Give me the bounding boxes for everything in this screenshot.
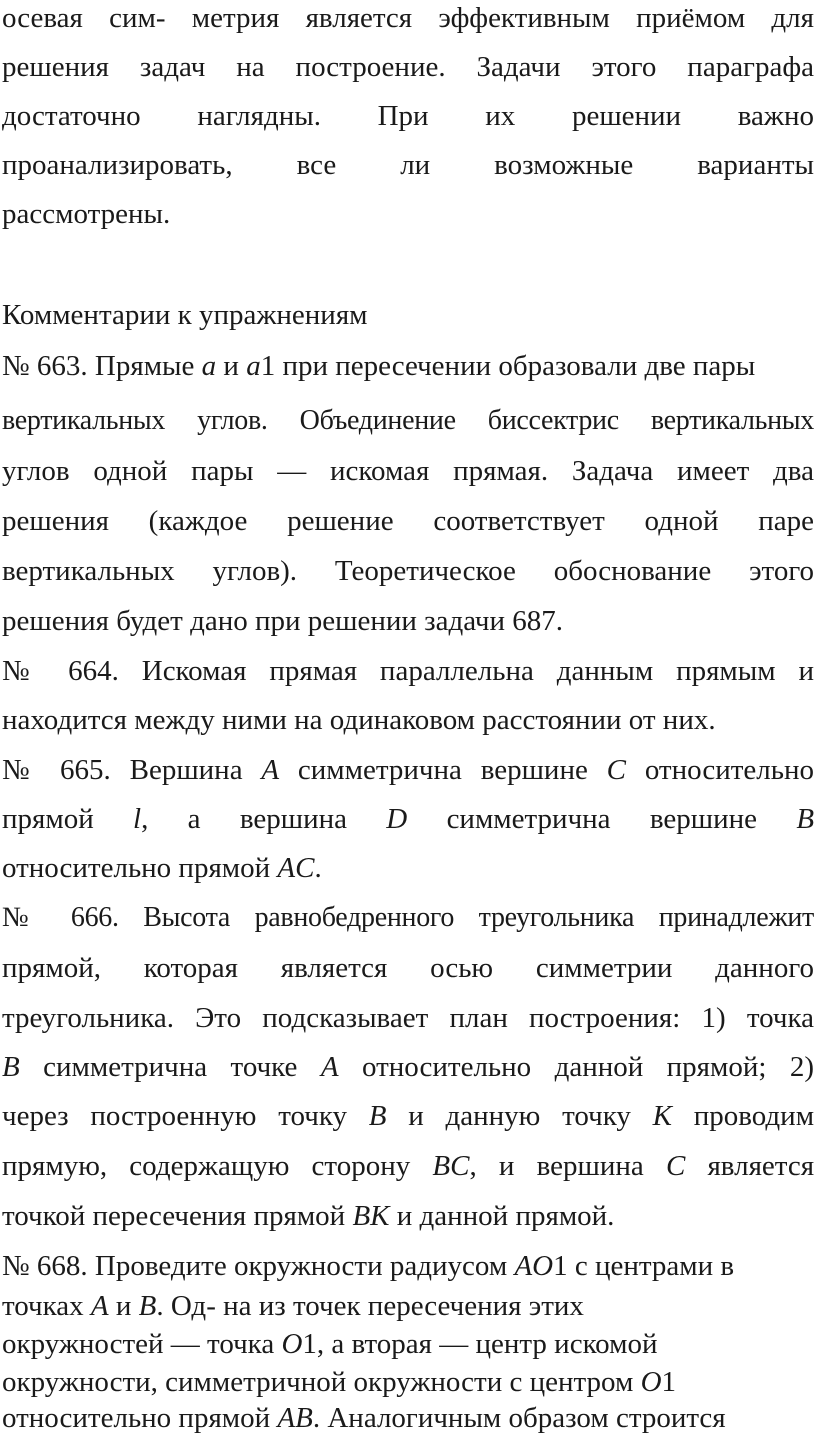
ex666-line-4: B симметрична точке A относительно данной прямой; 2) [2,1051,815,1083]
ex663-line-3: углов одной пары — искомая прямая. Задача имеет два [2,455,814,487]
section-heading: Комментарии к упражнениям [2,299,368,331]
intro-line-1: осевая сим- метрия является эффективным приёмом для [2,2,814,34]
ex668-line-5: относительно прямой AB. Аналогичным образом строится [2,1402,726,1434]
ex668-line-2: точках A и B. Од- на из точек пересечения этих [2,1290,584,1322]
intro-line-4: проанализировать, все ли возможные варианты [2,149,814,181]
ex665-line-2: прямой l, а вершина D симметрична вершине B [2,803,815,835]
ex663-line-6: решения будет дано при решении задачи 687. [2,605,564,637]
ex665-line-1: № 665. Вершина A симметрична вершине C относительно [2,754,814,786]
ex666-line-5: через построенную точку B и данную точку K проводим [2,1100,815,1132]
ex663-line-4: решения (каждое решение соответствует одной паре [2,505,814,537]
ex668-line-3: окружностей — точка O1, а вторая — центр искомой [2,1328,658,1360]
ex663-line-2: вертикальных углов. Объединение биссектрис вертикальных [2,405,814,436]
intro-line-3: достаточно наглядны. При их решении важно [2,100,814,132]
intro-line-5: рассмотрены. [2,198,171,230]
ex663-line-5: вертикальных углов). Теоретическое обоснование этого [2,555,814,587]
ex668-line-1: № 668. Проведите окружности радиусом AO1 с центрами в [2,1250,735,1282]
ex665-line-3: относительно прямой AC. [2,852,322,884]
ex663-line-1: № 663. Прямые a и a1 при пересечении образовали две пары [2,350,756,382]
ex668-line-4: окружности, симметричной окружности с центром O1 [2,1366,677,1398]
ex664-line-2: находится между ними на одинаковом расстоянии от них. [2,704,716,736]
ex666-line-6: прямую, содержащую сторону BC, и вершина C является [2,1150,815,1182]
ex666-line-7: точкой пересечения прямой BK и данной прямой. [2,1200,615,1232]
ex664-line-1: № 664. Искомая прямая параллельна данным прямым и [2,655,814,687]
ex666-line-3: треугольника. Это подсказывает план построения: 1) точка [2,1002,814,1034]
ex666-line-2: прямой, которая является осью симметрии данного [2,952,814,984]
intro-line-2: решения задач на построение. Задачи этого параграфа [2,51,814,83]
ex666-line-1: № 666. Высота равнобедренного треугольника принадлежит [2,902,814,933]
